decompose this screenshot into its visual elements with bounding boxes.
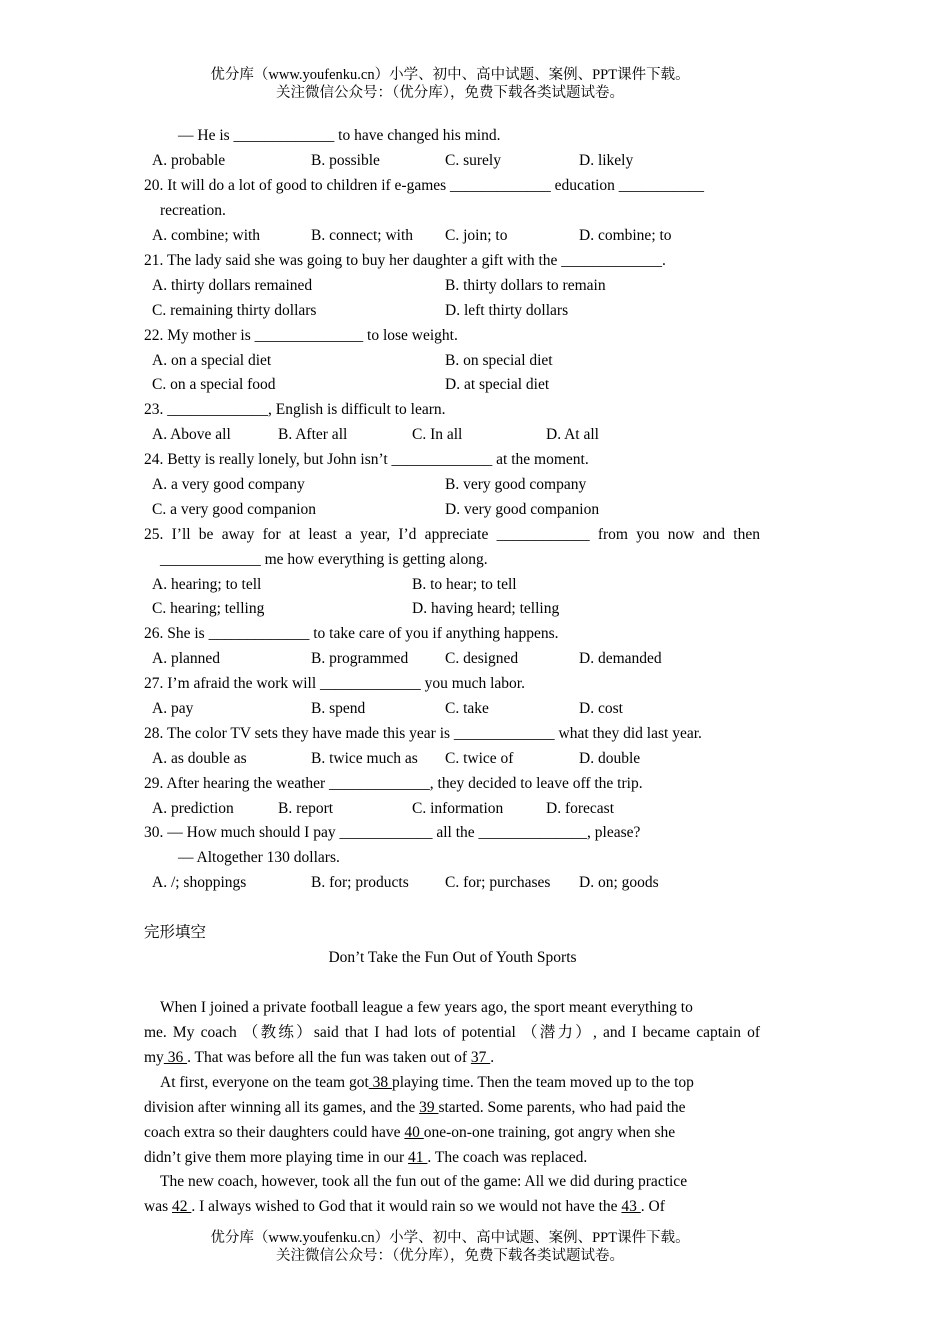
page-footer-line1: 优分库（www.youfenku.cn）小学、初中、高中试题、案例、PPT课件下载。 [210, 1230, 690, 1246]
q28-option-a: A. as double as [152, 750, 247, 767]
q29-option-c: C. information [412, 800, 504, 817]
q24-option-c: C. a very good companion [152, 501, 317, 518]
question-30-stem-cont: — Altogether 130 dollars. [178, 849, 340, 866]
q25-option-b: B. to hear; to tell [412, 576, 517, 593]
question-28-stem: 28. The color TV sets they have made this year is _____________ what they did last year. [144, 725, 702, 742]
question-24-stem: 24. Betty is really lonely, but John isn’t _____________ at the moment. [144, 451, 589, 468]
q21-option-a: A. thirty dollars remained [152, 277, 313, 294]
question-25-stem-cont: _____________ me how everything is getting along. [160, 551, 488, 568]
question-23-stem: 23. _____________, English is difficult to learn. [144, 401, 446, 418]
q30-option-d: D. on; goods [579, 874, 659, 891]
passage-p1-line1: When I joined a private football league a few years ago, the sport meant everything to [160, 999, 693, 1016]
blank-36: 36 [163, 1049, 188, 1066]
question-27-stem: 27. I’m afraid the work will _____________ you much labor. [144, 675, 525, 692]
q27-option-a: A. pay [152, 700, 194, 717]
q23-option-a: A. Above all [152, 426, 231, 443]
q19-option-a: A. probable [152, 152, 226, 169]
question-19-stem: — He is _____________ to have changed his mind. [178, 127, 501, 144]
question-22-stem: 22. My mother is ______________ to lose weight. [144, 327, 458, 344]
q28-option-b: B. twice much as [311, 750, 418, 767]
q27-option-b: B. spend [311, 700, 366, 717]
q26-option-c: C. designed [445, 650, 519, 667]
q24-option-b: B. very good company [445, 476, 587, 493]
question-20-stem: 20. It will do a lot of good to children if e-games _____________ education ___________ [144, 177, 705, 194]
q27-option-c: C. take [445, 700, 489, 717]
blank-40: 40 [404, 1124, 424, 1141]
blank-39: 39 [419, 1099, 439, 1116]
q20-option-a: A. combine; with [152, 227, 261, 244]
passage-p2-line4: didn’t give them more playing time in our 41 . The coach was replaced. [144, 1149, 588, 1166]
q22-option-c: C. on a special food [152, 376, 276, 393]
q30-option-c: C. for; purchases [445, 874, 551, 891]
passage-p1-line2: me. My coach （教练）said that I had lots of potential （潜力）, and I became captain of [144, 1024, 760, 1041]
q25-option-a: A. hearing; to tell [152, 576, 262, 593]
q22-option-d: D. at special diet [445, 376, 550, 393]
q26-option-a: A. planned [152, 650, 221, 667]
q26-option-d: D. demanded [579, 650, 662, 667]
section-label-cloze: 完形填空 [144, 924, 207, 941]
page-header-line1: 优分库（www.youfenku.cn）小学、初中、高中试题、案例、PPT课件下载。 [210, 67, 690, 83]
blank-41: 41 [408, 1149, 428, 1166]
q24-option-a: A. a very good company [152, 476, 305, 493]
blank-43: 43 [621, 1198, 641, 1215]
q22-option-a: A. on a special diet [152, 352, 272, 369]
question-26-stem: 26. She is _____________ to take care of you if anything happens. [144, 625, 559, 642]
q23-option-b: B. After all [278, 426, 348, 443]
blank-37: 37 [470, 1049, 491, 1066]
passage-p2-line2: division after winning all its games, and the 39 started. Some parents, who had paid the [144, 1099, 686, 1116]
question-25-stem: 25. I’ll be away for at least a year, I’d appreciate ____________ from you now and then [144, 526, 760, 543]
q27-option-d: D. cost [579, 700, 623, 717]
q23-option-c: C. In all [412, 426, 463, 443]
q20-option-c: C. join; to [445, 227, 508, 244]
q29-option-d: D. forecast [546, 800, 614, 817]
page-footer-line2: 关注微信公众号：（优分库），免费下载各类试题试卷。 [276, 1248, 624, 1264]
q22-option-b: B. on special diet [445, 352, 553, 369]
q30-option-a: A. /; shoppings [152, 874, 247, 891]
page-header-line2: 关注微信公众号：（优分库），免费下载各类试题试卷。 [276, 85, 624, 101]
q25-option-c: C. hearing; telling [152, 600, 265, 617]
q29-option-b: B. report [278, 800, 334, 817]
passage-p2-line1: At first, everyone on the team got 38 playing time. Then the team moved up to the top [160, 1074, 694, 1091]
q20-option-d: D. combine; to [579, 227, 672, 244]
passage-title: Don’t Take the Fun Out of Youth Sports [328, 949, 577, 966]
q21-option-c: C. remaining thirty dollars [152, 302, 317, 319]
q30-option-b: B. for; products [311, 874, 409, 891]
q23-option-d: D. At all [546, 426, 599, 443]
passage-p3-line1: The new coach, however, took all the fun out of the game: All we did during practice [160, 1173, 688, 1190]
q28-option-d: D. double [579, 750, 641, 767]
question-30-stem: 30. — How much should I pay ____________ all the ______________, please? [144, 824, 641, 841]
q20-option-b: B. connect; with [311, 227, 414, 244]
q28-option-c: C. twice of [445, 750, 514, 767]
q19-option-c: C. surely [445, 152, 501, 169]
q25-option-d: D. having heard; telling [412, 600, 560, 617]
question-29-stem: 29. After hearing the weather _____________, they decided to leave off the trip. [144, 775, 643, 792]
passage-p1-line3: my 36 . That was before all the fun was taken out of 37 . [144, 1049, 495, 1066]
q21-option-d: D. left thirty dollars [445, 302, 569, 319]
blank-38: 38 [368, 1074, 393, 1091]
q29-option-a: A. prediction [152, 800, 234, 817]
question-21-stem: 21. The lady said she was going to buy her daughter a gift with the _____________. [144, 252, 666, 269]
q24-option-d: D. very good companion [445, 501, 600, 518]
passage-p2-line3: coach extra so their daughters could have 40 one-on-one training, got angry when she [144, 1124, 676, 1141]
q26-option-b: B. programmed [311, 650, 409, 667]
blank-42: 42 [171, 1198, 192, 1215]
q19-option-d: D. likely [579, 152, 634, 169]
question-20-stem-cont: recreation. [160, 202, 226, 219]
q21-option-b: B. thirty dollars to remain [445, 277, 606, 294]
passage-p3-line2: was 42 . I always wished to God that it would rain so we would not have the 43 . Of [144, 1198, 665, 1215]
q19-option-b: B. possible [311, 152, 380, 169]
